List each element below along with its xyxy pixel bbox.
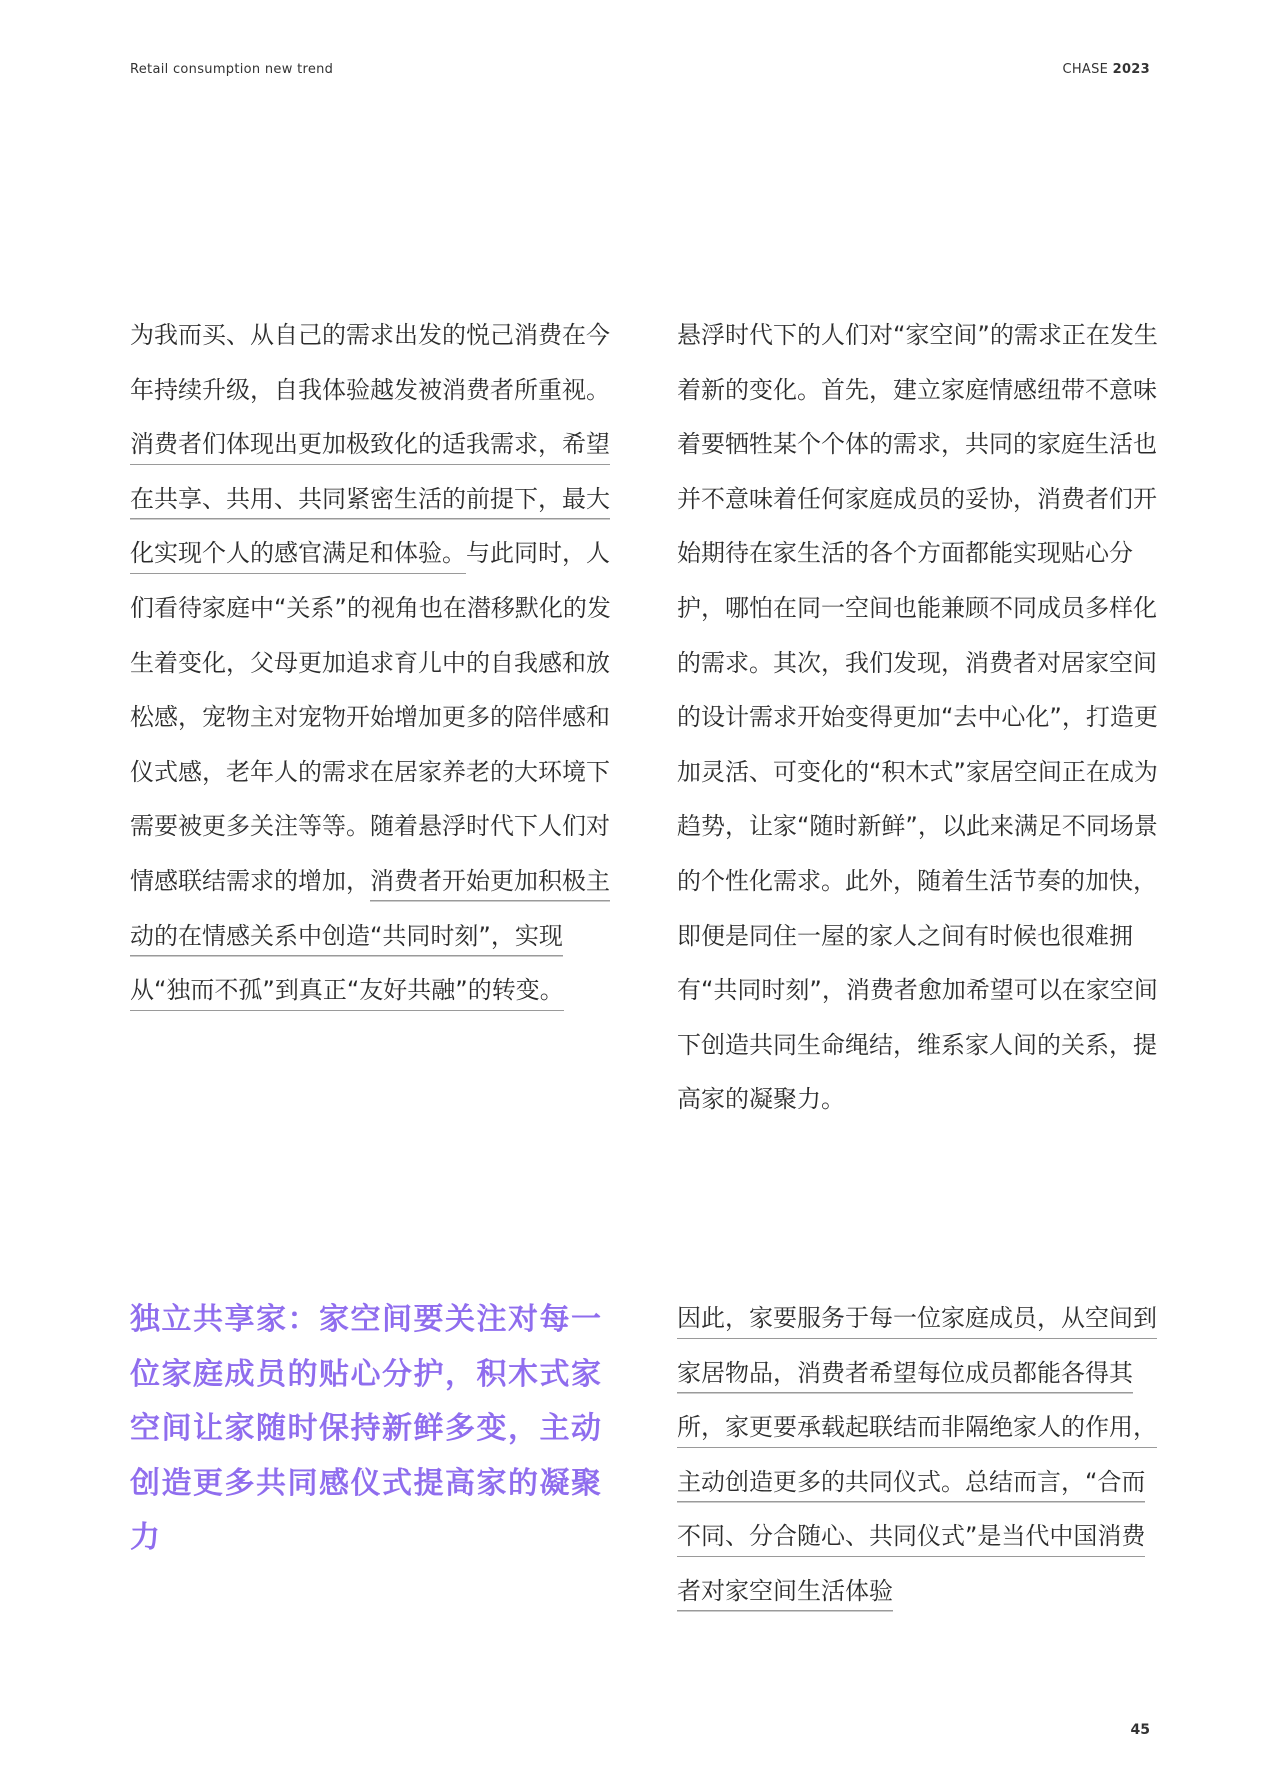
right-column-text — [677, 308, 1159, 1127]
brand-name: CHASE — [1062, 62, 1109, 77]
section-heading: 独立共享家：家空间要关注对每一位家庭成员的贴心分护，积木式家空间让家随时保持新鲜多变，主动创造更多共同感仪式提高家的凝聚力 — [130, 1302, 603, 1556]
right-bottom-paragraph — [677, 1291, 1159, 1619]
right-bottom-highlight: 因此，家要服务于每一位家庭成员，从空间到家居物品，消费者希望每位成员都能各得其所，家更要承载起联结而非隔绝家人的作用，主动创造更多的共同仪式。总结而言，“合而不同、分合随心、共同仪式”是当代中国消费者对家空间生活体验 — [677, 1304, 1157, 1612]
section-heading-block — [130, 1293, 620, 1566]
left-highlight-2: 消费者开始更加积极主动的在情感关系中创造“共同时刻”，实现从“独而不孤”到真正“友好共融”的转变。 — [130, 867, 610, 1011]
brand-year: 2023 — [1112, 62, 1150, 77]
left-highlight-1: 消费者们体现出更加极致化的适我需求，希望在共享、共用、共同紧密生活的前提下，最大化实现个人的感官满足和体验。 — [130, 430, 610, 574]
left-paragraph — [130, 308, 612, 1018]
page-number: 45 — [1130, 1722, 1150, 1738]
running-header-title: Retail consumption new trend — [130, 62, 334, 77]
running-header-brand — [1062, 62, 1150, 77]
left-text-segment-1: 为我而买、从自己的需求出发的悦己消费在今年持续升级，自我体验越发被消费者所重视。 — [130, 321, 610, 404]
left-column-text — [130, 308, 612, 1018]
right-paragraph: 悬浮时代下的人们对“家空间”的需求正在发生着新的变化。首先，建立家庭情感纽带不意味着要牺牲某个个体的需求，共同的家庭生活也并不意味着任何家庭成员的妥协，消费者们开始期待在家生活的各个方面都能实现贴心分护，哪怕在同一空间也能兼顾不同成员多样化的需求。其次，我们发现，消费者对居家空间的设计需求开始变得更加“去中心化”，打造更加灵活、可变化的“积木式”家居空间正在成为趋势，让家“随时新鲜”，以此来满足不同场景的个性化需求。此外，随着生活节奏的加快，即便是同住一屋的家人之间有时候也很难拥有“共同时刻”，消费者愈加希望可以在家空间下创造共同生命绳结，维系家人间的关系，提高家的凝聚力。 — [677, 321, 1158, 1114]
right-bottom-text — [677, 1291, 1159, 1619]
left-text-segment-2: 与此同时，人们看待家庭中“关系”的视角也在潜移默化的发生着变化，父母更加追求育儿中的自我感和放松感，宠物主对宠物开始增加更多的陪伴感和仪式感，老年人的需求在居家养老的大环境下需要被更多关注等等。随着悬浮时代下人们对情感联结需求的增加， — [130, 539, 611, 895]
